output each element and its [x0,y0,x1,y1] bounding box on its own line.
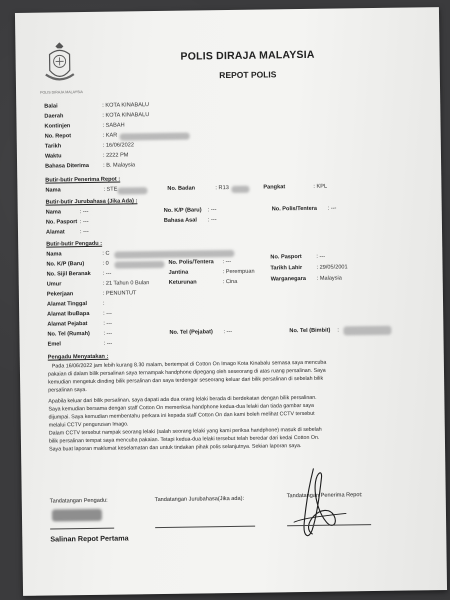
redacted-mobile-number [343,326,391,336]
jurubahasa-alamat-value: : --- [79,228,89,236]
waktu-value: : 2222 PM [102,152,129,159]
penerima-nama-label: Nama [45,187,61,194]
pengadu-jantina-label: Jantina [168,269,189,276]
balai-value: : KOTA KINABALU [102,102,150,109]
jurubahasa-bahasa-value: : --- [207,217,217,224]
bahasa-diterima-value: : B. Malaysia [103,162,136,169]
no-repot-label: No. Repot [44,133,72,140]
statement-line: pakaian di dalam bilik persalinan saya ternampak handphone dipegang oleh seseorang di atas ruang persalinan. Saya [47,367,326,378]
statement-line: dijumpai. Saya kemudian membentahu perkara ini kepada staff Cotton On dan kami boleh melihat CCTV tersebut [48,410,315,421]
penerima-nama-value: : STE [103,186,118,193]
signature-line-complainant [50,528,114,530]
penerima-badan-label: No. Badan [167,185,196,192]
statement-line: melalui CCTV pengurusan Imago. [48,421,129,429]
statement-line: persalinan saya. [48,387,87,394]
pengadu-kp-value: : 0 [102,260,109,267]
pengadu-keturunan-label: Keturunan [168,279,197,286]
pengadu-pasport-value: : --- [316,253,326,260]
signature-interpreter-label: Tandatangan Jurubahasa(Jika ada): [154,495,245,504]
pengadu-warga-value: : Malaysia [316,275,342,282]
pengadu-telbimbit-value: : [337,327,340,334]
jurubahasa-nama-label: Nama [45,209,62,216]
pengadu-heading: Butir-butir Pengadu : [46,240,103,248]
jurubahasa-pasport-value: : --- [79,218,89,226]
copy-label: Salinan Repot Pertama [50,533,129,544]
handwritten-signature [283,463,354,549]
police-report-document [15,7,447,596]
pengadu-polis-label: No. Polis/Tentera [168,259,214,266]
statement-line: Apabila keluar dari bilik persalinan, saya dapati ada dua orang lelaki berada di berdekatan dengan bilik persalinan. [48,394,317,405]
jurubahasa-kp-label: No. K/P (Baru) [163,207,202,214]
redacted-report-number [120,133,190,141]
penerima-heading: Butir-butir Penerima Repot : [45,176,121,184]
signature-receiver-label: Tandatangan Penerima Repot: [286,492,363,500]
penerima-pangkat-label: Pangkat [263,184,286,191]
pengadu-sijil-value: : --- [102,270,112,277]
pengadu-tinggal-value: : [102,300,105,307]
redacted-complainant-signature [52,509,102,522]
kontinjen-label: Kontinjen [44,123,71,130]
pengadu-pekerjaan-label: Pekerjaan [46,291,74,298]
statement-line: bilik persalinan tempat saya mencuba pakaian. Tetapi kedua-dua lelaki tersebut telah beredar dari kedai Cotton On. [48,434,320,445]
waktu-label: Waktu [44,153,62,160]
pengadu-lahir-value: : 29/05/2001 [316,264,348,271]
no-repot-value: : KAR [102,132,118,139]
redacted-complainant-name [114,250,234,259]
crest-caption: POLIS DIRAJA MALAYSIA [40,90,83,95]
tarikh-label: Tarikh [44,143,62,150]
kontinjen-value: : SABAH [102,122,125,129]
document-title: POLIS DIRAJA MALAYSIA [180,48,315,63]
redacted-badge-number [231,186,249,193]
redacted-receiver-name [117,187,147,194]
pengadu-ibubapa-value: : --- [103,310,112,317]
jurubahasa-polis-value: : --- [327,205,337,212]
tarikh-value: : 16/06/2022 [102,142,134,149]
pengadu-umur-value: : 21 Tahun 0 Bulan [102,280,150,287]
pengadu-umur-label: Umur [46,281,62,288]
statement-line: Saya kemudian bersama dengan staff Cotton On memeriksa handphone kedua-dua lelaki dan tiada gambar saya [48,402,315,413]
pengadu-pejabat-value: : --- [103,320,113,327]
pengadu-polis-value: : --- [222,258,232,266]
pengadu-ibubapa-label: Alamat IbuBapa [47,310,90,318]
pengadu-nama-value: : C [102,250,110,257]
jurubahasa-bahasa-label: Bahasa Asal [163,217,197,224]
redacted-ic-number [114,261,164,269]
statement-line: Dalam CCTV tersebut nampak seorang lelaki (salah seorang lelaki yang kami periksa handphone) masuk di sebelah [48,426,322,437]
statement-line: Pada 16/06/2022 jam lebih kurang 8.30 malam, bertempat di Cotton On Imago Kota Kinabalu semasa saya mencuba [51,359,327,370]
jurubahasa-polis-label: No. Polis/Tentera [271,205,318,213]
pengadu-telpejabat-value: : --- [223,328,233,336]
bahasa-diterima-label: Bahasa Diterima [45,162,89,170]
pengadu-pasport-label: No. Pasport [270,254,302,261]
pengadu-pejabat-label: Alamat Pejabat [47,321,88,328]
pengadu-pekerjaan-value: : PENUNTUT [102,290,137,297]
pengadu-nama-label: Nama [46,251,62,258]
pengadu-kp-label: No. K/P (Baru) [46,261,85,268]
pengadu-sijil-label: No. Sijil Beranak [46,270,91,278]
pengadu-telpejabat-label: No. Tel (Pejabat) [169,329,213,336]
statement-line: kemudian mengetuk dinding bilik persalinan dan saya terdengar seseorang keluar dari bilik persalinan di sebelah bilik [48,375,324,386]
daerah-label: Daerah [44,113,64,120]
penerima-pangkat-value: : KPL [313,183,328,190]
pengadu-emel-label: Emel [47,341,61,348]
pengadu-tinggal-label: Alamat Tinggal [46,301,88,308]
pengadu-emel-value: : --- [103,340,113,347]
jurubahasa-kp-value: : --- [207,207,217,214]
pengadu-telrumah-label: No. Tel (Rumah) [47,330,90,338]
jurubahasa-alamat-label: Alamat [45,229,65,236]
pengadu-warga-label: Warganegara [270,275,306,283]
signature-complainant-label: Tandatangan Pengadu: [49,497,108,505]
jurubahasa-pasport-label: No. Pasport [45,219,78,226]
pengadu-telrumah-value: : --- [103,330,113,337]
pengadu-lahir-label: Tarikh Lahir [270,265,303,272]
pengadu-telbimbit-label: No. Tel (Bimbit) [289,327,331,335]
statement-line: Saya buat laporan maklumat keselamatan dan untuk tindakan pihak polis selanjutnya. Sekian laporan saya. [49,443,302,453]
penerima-badan-value: : R13 [215,185,229,192]
statement-heading: Pengadu Menyatakan : [47,353,109,361]
balai-label: Balai [44,103,58,110]
pengadu-keturunan-value: : Cina [222,278,238,286]
jurubahasa-heading: Butir-butir Jurubahasa (Jika Ada) : [45,198,138,206]
pengadu-jantina-value: : Perempuan [222,268,255,276]
daerah-value: : KOTA KINABALU [102,112,150,119]
signature-line-interpreter [155,526,255,528]
document-subtitle: REPOT POLIS [219,69,277,81]
jurubahasa-nama-value: : --- [79,208,89,216]
